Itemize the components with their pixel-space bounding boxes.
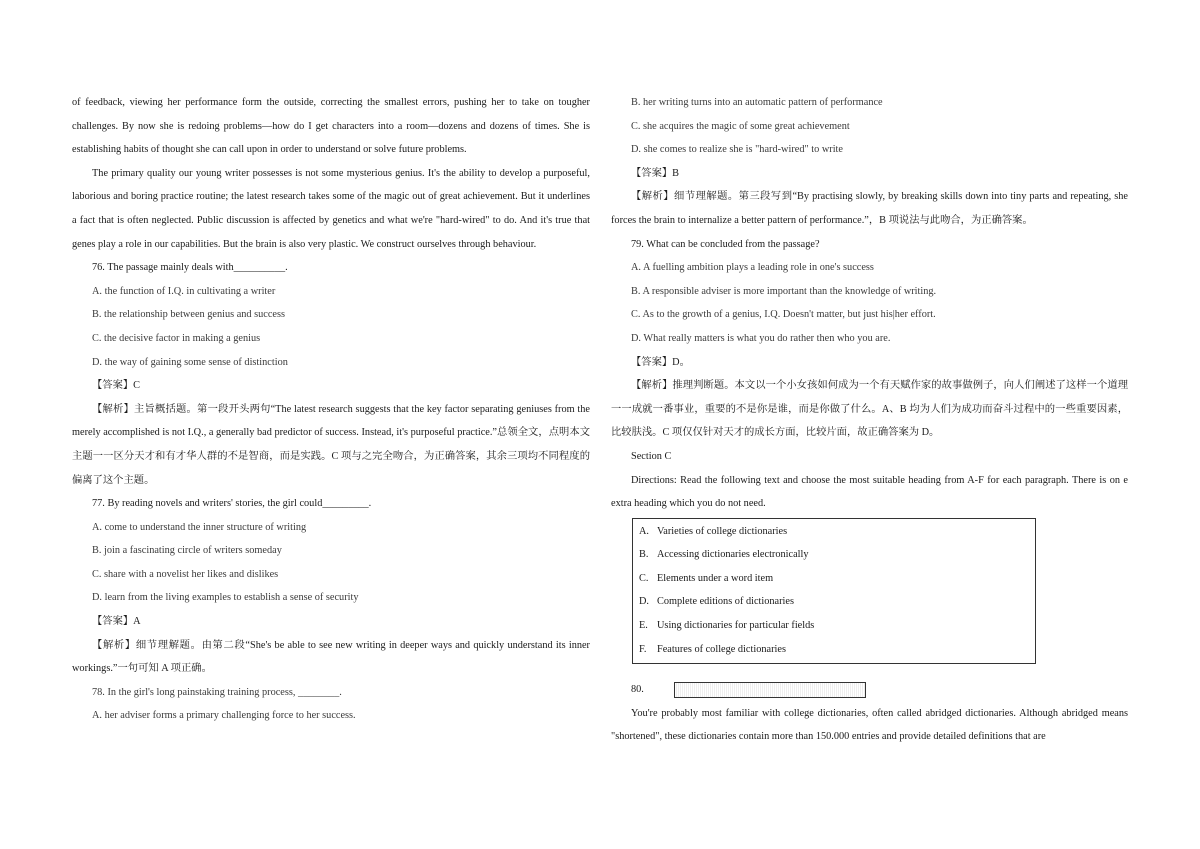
heading-text: Varieties of college dictionaries <box>657 525 788 537</box>
heading-key: F. <box>639 643 647 655</box>
answer: 【答案】B <box>631 167 680 179</box>
heading-key: E. <box>639 620 648 632</box>
right-column <box>611 91 1128 749</box>
paragraph: You're probably most familiar with college dictionaries, often called abridged dictionaries. Although abridged means "shortened", these dictionaries contain more than 150.000 entries and provide detailed definitions that are <box>611 707 1128 743</box>
option: D. she comes to realize she is "hard-wired" to write <box>631 144 843 156</box>
explanation: 【解析】细节理解题。第三段写到“By practising slowly, by breaking skills down into tiny parts and repeating, she forces the brain to internalize a better pattern of performance.”，B 项说法与此吻合，为正确答案。 <box>611 191 1128 226</box>
heading-key: D. <box>639 596 650 608</box>
answer: 【答案】A <box>92 616 141 628</box>
explanation: 【解析】主旨概括题。第一段开头两句“The latest research suggests that the key factor separating geniuses from the merely accomplished is not I.Q., a generally bad predictor of success. Instead, it's purposeful practice.”总领全文，点明本文主题一一区分天才和有才华人群的不是智商，而是实践。C 项与之完全吻合，为正确答案，其余三项均不同程度的偏离了这个主题。 <box>72 403 590 486</box>
option: C. share with a novelist her likes and dislikes <box>92 568 279 580</box>
option: A. the function of I.Q. in cultivating a writer <box>92 285 276 297</box>
heading-key: C. <box>639 572 649 584</box>
option: A. her adviser forms a primary challenging force to her success. <box>92 710 356 722</box>
headings-box <box>632 518 1036 665</box>
paragraph: The primary quality our young writer possesses is not some mysterious genius. It's the ability to develop a purposeful, laborious and boring practice routine; the latest research takes some of the magic out of great achievement. But it underlines a fact that is often neglected. Public discussion is affected by genetics and what we're "hard-wired" to do. And it's true that genes play a role in our capabilities. But the brain is also very plastic. We construct ourselves through behaviour. <box>72 167 590 250</box>
explanation: 【解析】推理判断题。本文以一个小女孩如何成为一个有天赋作家的故事做例子，向人们阐述了这样一个道理一一成就一番事业，重要的不是你是谁，而是你做了什么。A、B 均为人们为成功而奋斗过程中的一些重要因素，比较肤浅。C 项仅仅针对天才的成长方面，比较片面，故正确答案为 D。 <box>611 380 1128 439</box>
option: A. come to understand the inner structure of writing <box>92 521 307 533</box>
heading-option <box>639 590 1035 614</box>
paragraph: of feedback, viewing her performance form the outside, correcting the smallest errors, pushing her to take on tougher challenges. By now she is redoing problems—how do I get characters into a room—dozens and dozens of times. She is establishing habits of thought she can call upon in order to understand or solve future problems. <box>72 97 590 156</box>
question-80 <box>631 678 1128 702</box>
heading-text: Features of college dictionaries <box>657 643 786 655</box>
question-number: 80. <box>631 684 644 696</box>
option: D. learn from the living examples to establish a sense of security <box>92 592 359 604</box>
option: C. she acquires the magic of some great achievement <box>631 120 850 132</box>
option: D. What really matters is what you do rather then who you are. <box>631 332 891 344</box>
question-76: 76. The passage mainly deals with__________. <box>92 262 288 274</box>
explanation: 【解析】细节理解题。由第二段“She's be able to see new writing in deeper ways and quickly understand its inner workings.”一句可知 A 项正确。 <box>72 639 590 675</box>
answer: 【答案】D。 <box>631 356 690 368</box>
left-column <box>72 91 590 728</box>
answer-blank[interactable] <box>674 682 866 698</box>
option: B. the relationship between genius and success <box>92 309 286 321</box>
heading-option <box>639 567 1035 591</box>
heading-option <box>639 638 1035 662</box>
heading-text: Using dictionaries for particular fields <box>657 620 815 632</box>
directions: Directions: Read the following text and choose the most suitable heading from A-F for each paragraph. There is on e extra heading which you do not need. <box>611 474 1128 510</box>
heading-key: B. <box>639 549 649 561</box>
heading-text: Complete editions of dictionaries <box>657 596 794 608</box>
answer: 【答案】C <box>92 380 141 392</box>
heading-option <box>639 543 1035 567</box>
question-78: 78. In the girl's long painstaking training process, ________. <box>92 686 342 698</box>
question-79: 79. What can be concluded from the passage? <box>631 238 820 250</box>
heading-key: A. <box>639 525 650 537</box>
heading-text: Accessing dictionaries electronically <box>657 549 809 561</box>
option: C. As to the growth of a genius, I.Q. Doesn't matter, but just his|her effort. <box>631 309 936 321</box>
option: A. A fuelling ambition plays a leading role in one's success <box>631 262 874 274</box>
heading-option <box>639 614 1035 638</box>
option: B. A responsible adviser is more important than the knowledge of writing. <box>631 285 937 297</box>
question-77: 77. By reading novels and writers' stories, the girl could_________. <box>92 498 372 510</box>
option: C. the decisive factor in making a genius <box>92 332 261 344</box>
option: B. her writing turns into an automatic pattern of performance <box>631 97 883 108</box>
heading-option <box>639 520 1035 544</box>
option: D. the way of gaining some sense of distinction <box>92 356 288 368</box>
heading-text: Elements under a word item <box>657 572 774 584</box>
section-title: Section C <box>631 450 672 462</box>
option: B. join a fascinating circle of writers someday <box>92 545 282 557</box>
